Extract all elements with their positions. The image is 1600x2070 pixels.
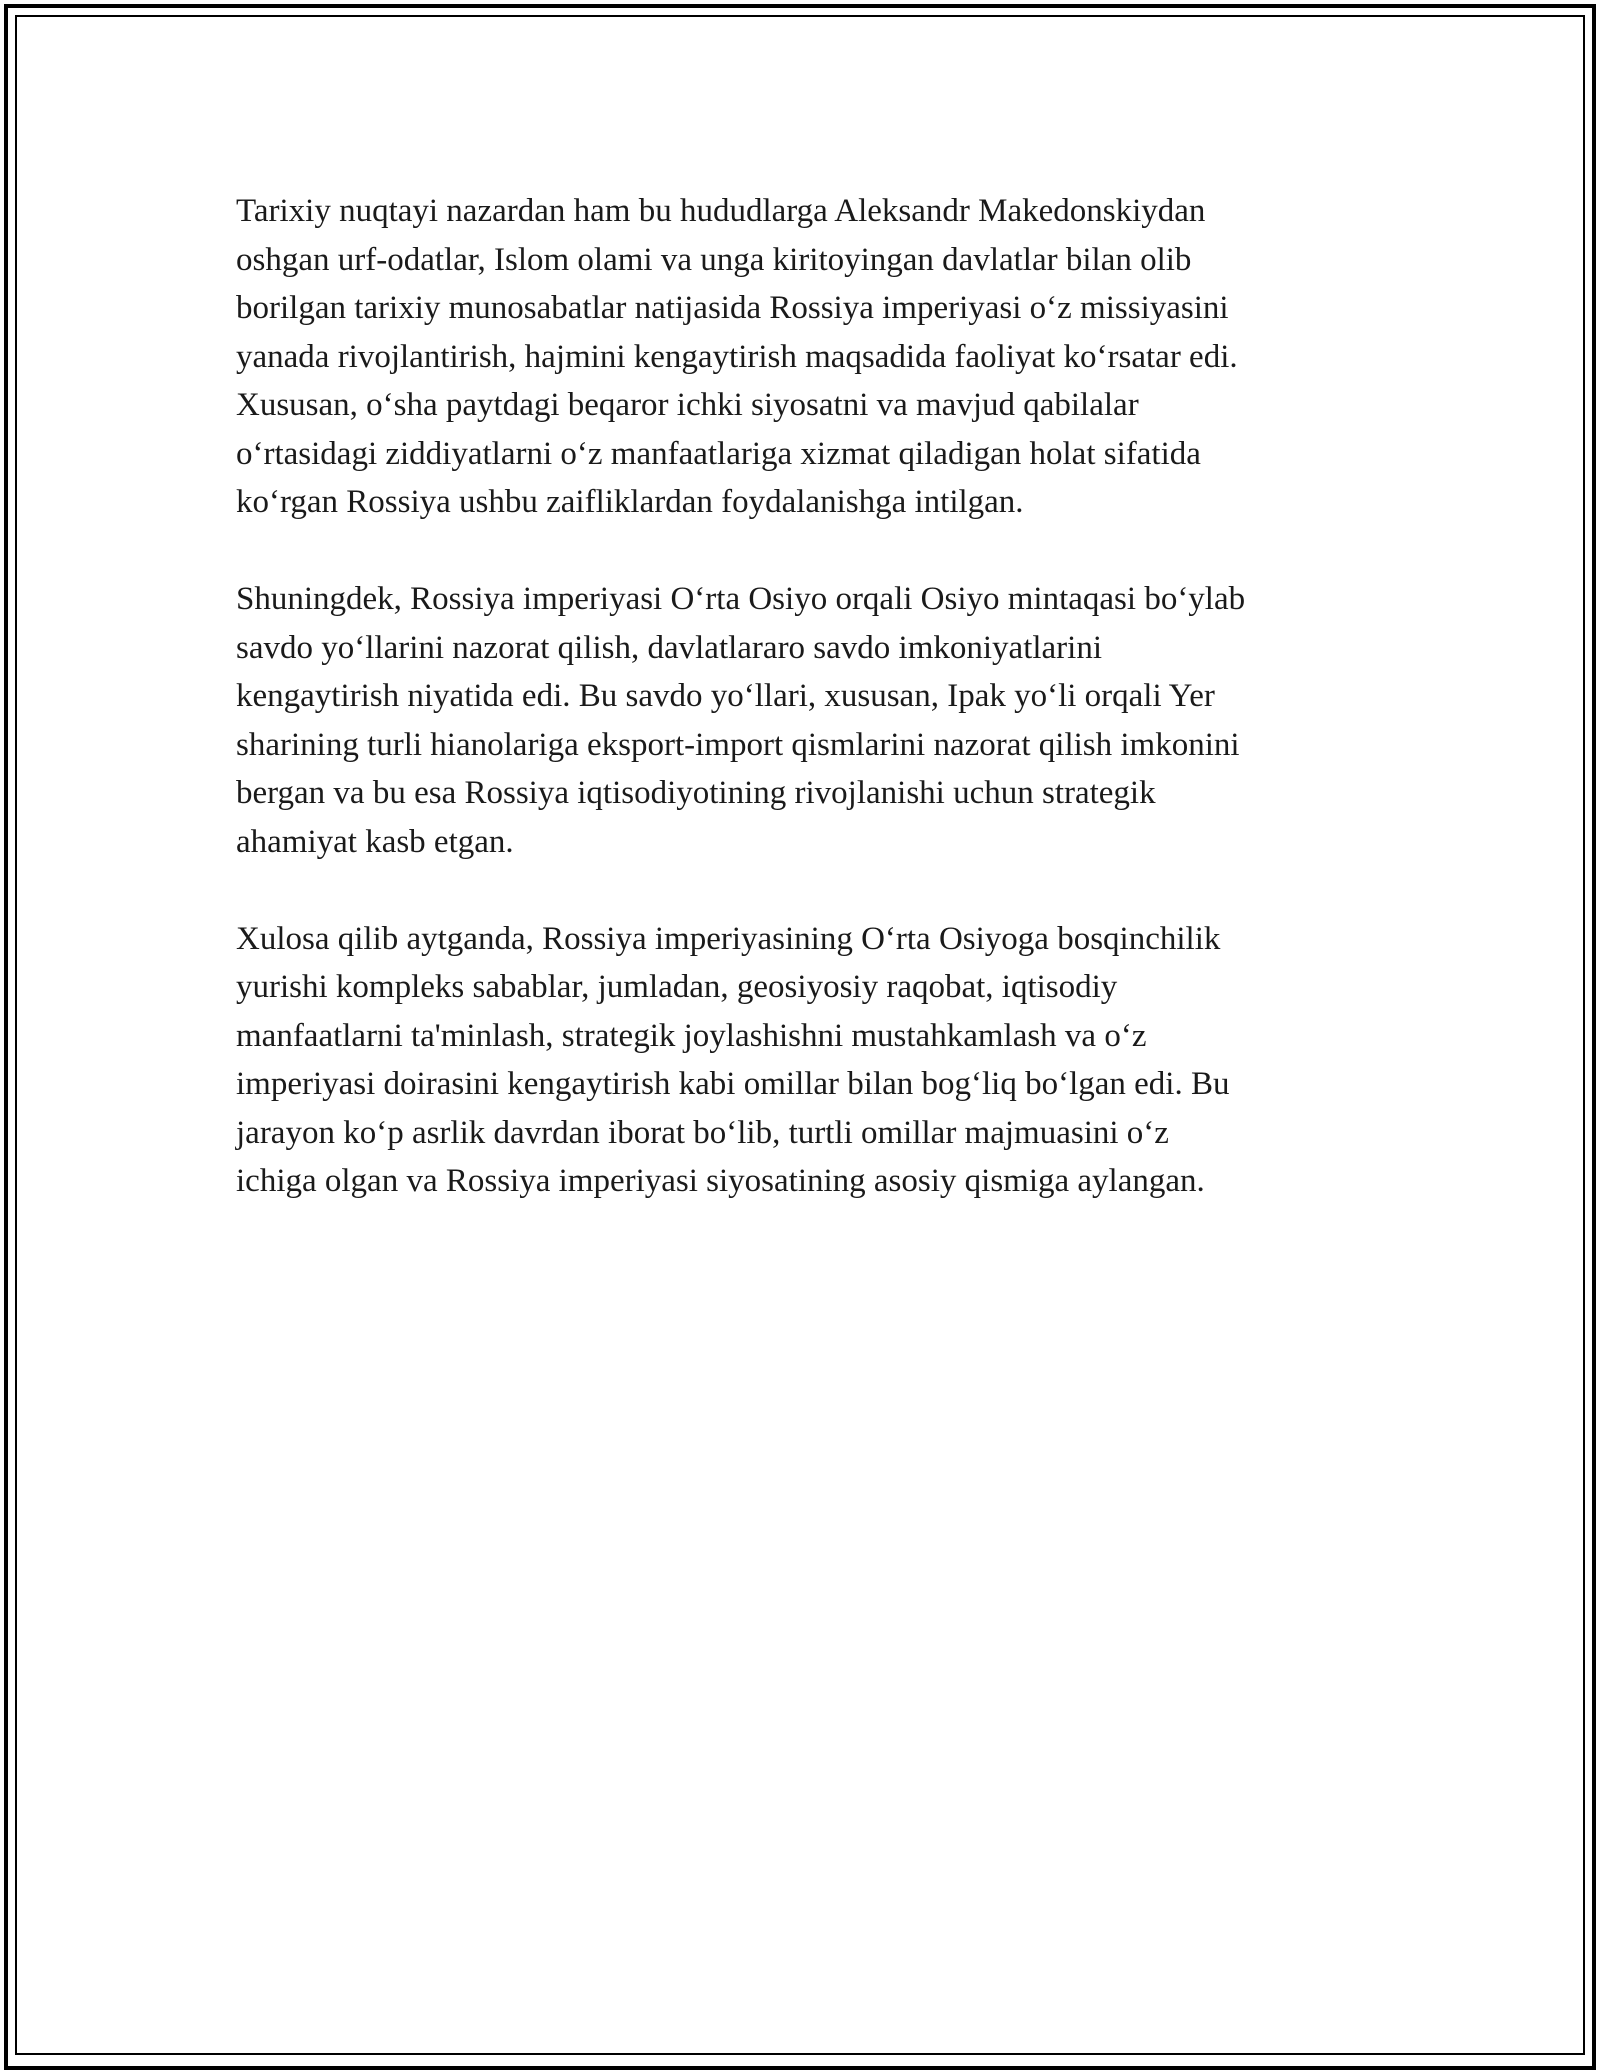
text-line: manfaatlarni ta'minlash, strategik joylashishni mustahkamlash va o‘z [236,1017,1147,1054]
text-line: o‘rtasidagi ziddiyatlarni o‘z manfaatlariga xizmat qiladigan holat sifatida [236,435,1201,472]
text-line: ahamiyat kasb etgan. [236,823,514,860]
paragraph-3 [236,915,1366,1206]
text-line: Xulosa qilib aytganda, Rossiya imperiyasining O‘rta Osiyoga bosqinchilik [236,920,1221,957]
text-line: Shuningdek, Rossiya imperiyasi O‘rta Osiyo orqali Osiyo mintaqasi bo‘ylab [236,581,1246,617]
document-body [236,187,1366,1254]
text-line: borilgan tarixiy munosabatlar natijasida Rossiya imperiyasi o‘z missiyasini [236,290,1229,326]
text-line: yurishi kompleks sabablar, jumladan, geosiyosiy raqobat, iqtisodiy [236,969,1118,1005]
text-line: ko‘rgan Rossiya ushbu zaifliklardan foydalanishga intilgan. [236,484,1024,520]
paragraph-2 [236,575,1366,866]
text-line: sharining turli hianolariga eksport-import qismlarini nazorat qilish imkonini [236,726,1240,763]
text-line: yanada rivojlantirish, hajmini kengaytirish maqsadida faoliyat ko‘rsatar edi. [236,338,1238,375]
text-line: savdo yo‘llarini nazorat qilish, davlatlararo savdo imkoniyatlarini [236,629,1103,666]
text-line: bergan va bu esa Rossiya iqtisodiyotining rivojlanishi uchun strategik [236,775,1156,811]
text-line: oshgan urf-odatlar, Islom olami va unga kiritoyingan davlatlar bilan olib [236,241,1192,278]
text-line: jarayon ko‘p asrlik davrdan iborat bo‘lib, turtli omillar majmuasini o‘z [236,1114,1169,1151]
text-line: Tarixiy nuqtayi nazardan ham bu hududlarga Aleksandr Makedonskiydan [236,193,1206,229]
text-line: kengaytirish niyatida edi. Bu savdo yo‘llari, xususan, Ipak yo‘li orqali Yer [236,678,1215,714]
paragraph-1 [236,187,1366,527]
text-line: ichiga olgan va Rossiya imperiyasi siyosatining asosiy qismiga aylangan. [236,1163,1205,1199]
text-line: Xususan, o‘sha paytdagi beqaror ichki siyosatni va mavjud qabilalar [236,387,1139,423]
text-line: imperiyasi doirasini kengaytirish kabi omillar bilan bog‘liq bo‘lgan edi. Bu [236,1066,1230,1102]
